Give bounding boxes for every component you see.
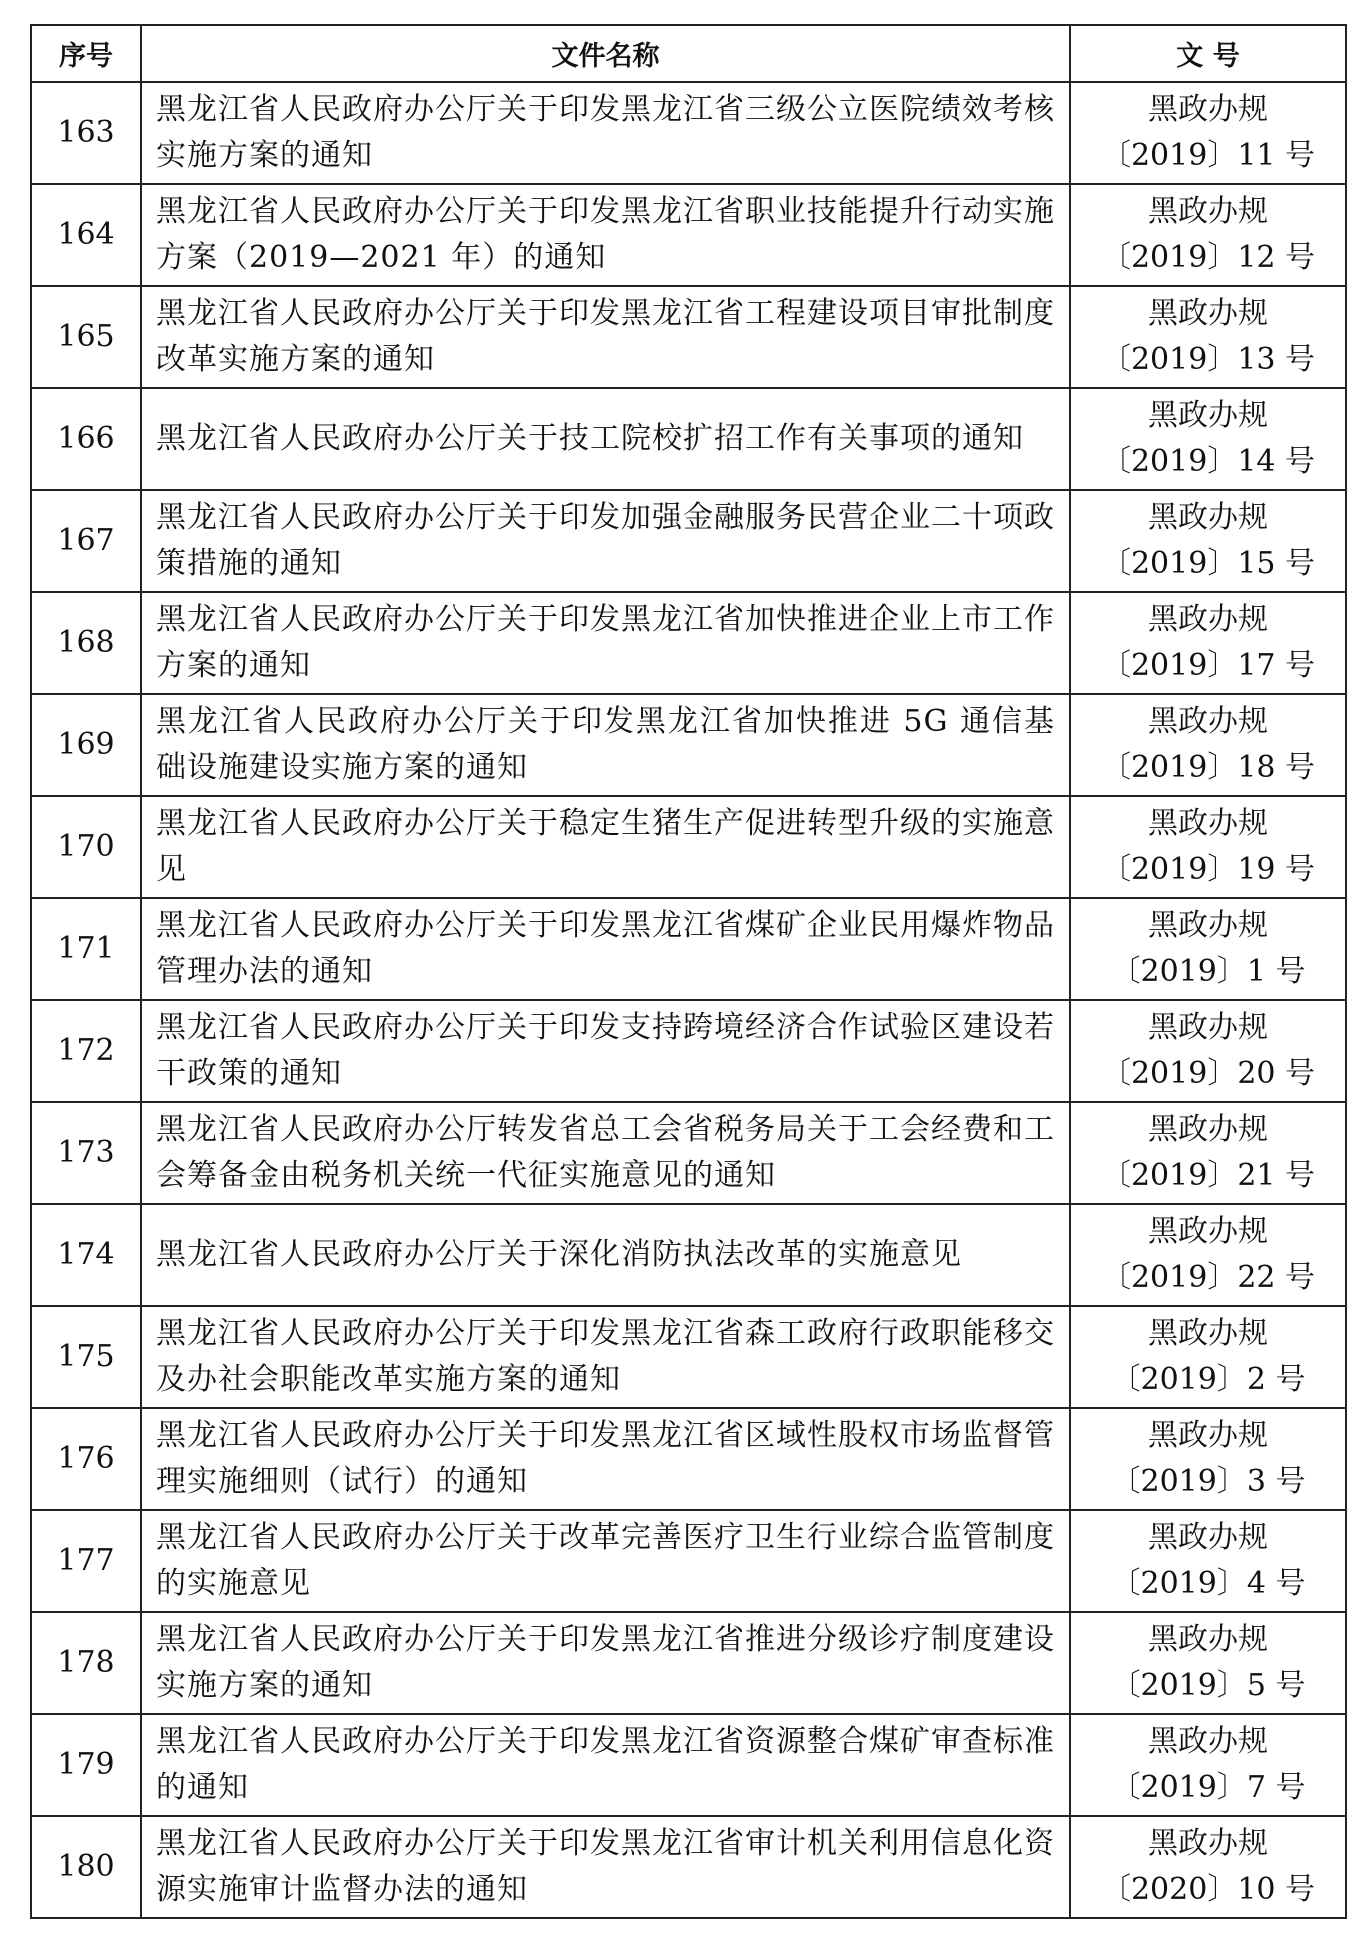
document-number-cell: [1070, 1000, 1346, 1102]
document-number-cell: [1070, 694, 1346, 796]
document-name-cell: 黑龙江省人民政府办公厅关于印发黑龙江省加快推进企业上市工作方案的通知: [141, 592, 1070, 694]
document-year-number: 〔2019〕22 号: [1100, 1260, 1316, 1295]
serial-number-cell: 164: [31, 184, 141, 286]
table-row: [31, 898, 1346, 1000]
document-name-cell: 黑龙江省人民政府办公厅关于印发黑龙江省三级公立医院绩效考核实施方案的通知: [141, 82, 1070, 184]
document-name-cell: 黑龙江省人民政府办公厅关于印发黑龙江省区域性股权市场监督管理实施细则（试行）的通知: [141, 1408, 1070, 1510]
document-number-cell: [1070, 898, 1346, 1000]
serial-number-cell: 175: [31, 1306, 141, 1408]
document-issuer-code: 黑政办规: [1148, 602, 1268, 637]
serial-number-cell: 169: [31, 694, 141, 796]
serial-number-cell: 163: [31, 82, 141, 184]
table-header-row: [31, 25, 1346, 82]
table-row: [31, 1204, 1346, 1306]
document-name-cell: 黑龙江省人民政府办公厅关于印发黑龙江省职业技能提升行动实施方案（2019—2021 年）的通知: [141, 184, 1070, 286]
document-name-cell: 黑龙江省人民政府办公厅关于印发黑龙江省加快推进 5G 通信基础设施建设实施方案的通知: [141, 694, 1070, 796]
document-year-number: 〔2019〕1 号: [1110, 954, 1306, 989]
table-row: [31, 1408, 1346, 1510]
document-number-cell: [1070, 1306, 1346, 1408]
serial-number-cell: 173: [31, 1102, 141, 1204]
document-issuer-code: 黑政办规: [1148, 92, 1268, 127]
document-name-cell: 黑龙江省人民政府办公厅关于印发黑龙江省工程建设项目审批制度改革实施方案的通知: [141, 286, 1070, 388]
document-year-number: 〔2019〕19 号: [1100, 852, 1316, 887]
document-number-cell: [1070, 1510, 1346, 1612]
document-name-cell: 黑龙江省人民政府办公厅关于技工院校扩招工作有关事项的通知: [141, 388, 1070, 490]
document-year-number: 〔2019〕17 号: [1100, 648, 1316, 683]
document-number-cell: [1070, 490, 1346, 592]
document-number-cell: [1070, 1612, 1346, 1714]
document-number-cell: [1070, 388, 1346, 490]
serial-number-cell: 174: [31, 1204, 141, 1306]
document-issuer-code: 黑政办规: [1148, 1520, 1268, 1555]
table-row: [31, 82, 1346, 184]
table-row: [31, 694, 1346, 796]
document-year-number: 〔2019〕3 号: [1110, 1464, 1306, 1499]
serial-number-cell: 166: [31, 388, 141, 490]
document-number-cell: [1070, 1102, 1346, 1204]
document-number-cell: [1070, 1204, 1346, 1306]
document-year-number: 〔2019〕20 号: [1100, 1056, 1316, 1091]
document-name-cell: 黑龙江省人民政府办公厅关于稳定生猪生产促进转型升级的实施意见: [141, 796, 1070, 898]
document-year-number: 〔2019〕21 号: [1100, 1158, 1316, 1193]
serial-number-cell: 176: [31, 1408, 141, 1510]
document-issuer-code: 黑政办规: [1148, 1826, 1268, 1861]
document-number-cell: [1070, 184, 1346, 286]
header-document-name: 文件名称: [141, 25, 1070, 82]
document-number-cell: [1070, 1408, 1346, 1510]
document-name-cell: 黑龙江省人民政府办公厅关于印发黑龙江省森工政府行政职能移交及办社会职能改革实施方案的通知: [141, 1306, 1070, 1408]
serial-number-cell: 167: [31, 490, 141, 592]
table-row: [31, 592, 1346, 694]
header-document-number: 文 号: [1070, 25, 1346, 82]
serial-number-cell: 180: [31, 1816, 141, 1918]
serial-number-cell: 168: [31, 592, 141, 694]
document-year-number: 〔2019〕18 号: [1100, 750, 1316, 785]
header-serial-number: 序号: [31, 25, 141, 82]
document-year-number: 〔2019〕2 号: [1110, 1362, 1306, 1397]
document-name-cell: 黑龙江省人民政府办公厅关于印发支持跨境经济合作试验区建设若干政策的通知: [141, 1000, 1070, 1102]
serial-number-cell: 165: [31, 286, 141, 388]
table-row: [31, 1510, 1346, 1612]
document-year-number: 〔2019〕4 号: [1110, 1566, 1306, 1601]
document-name-cell: 黑龙江省人民政府办公厅关于印发黑龙江省审计机关利用信息化资源实施审计监督办法的通知: [141, 1816, 1070, 1918]
document-year-number: 〔2019〕7 号: [1110, 1770, 1306, 1805]
document-name-cell: 黑龙江省人民政府办公厅转发省总工会省税务局关于工会经费和工会筹备金由税务机关统一代征实施意见的通知: [141, 1102, 1070, 1204]
document-issuer-code: 黑政办规: [1148, 1316, 1268, 1351]
table-row: [31, 1612, 1346, 1714]
table-row: [31, 1714, 1346, 1816]
document-issuer-code: 黑政办规: [1148, 1622, 1268, 1657]
document-year-number: 〔2020〕10 号: [1100, 1872, 1316, 1907]
document-year-number: 〔2019〕12 号: [1100, 240, 1316, 275]
table-row: [31, 490, 1346, 592]
document-issuer-code: 黑政办规: [1148, 1724, 1268, 1759]
table-body: [31, 82, 1346, 1918]
document-issuer-code: 黑政办规: [1148, 194, 1268, 229]
document-issuer-code: 黑政办规: [1148, 500, 1268, 535]
document-number-cell: [1070, 796, 1346, 898]
serial-number-cell: 170: [31, 796, 141, 898]
serial-number-cell: 177: [31, 1510, 141, 1612]
document-name-cell: 黑龙江省人民政府办公厅关于印发黑龙江省推进分级诊疗制度建设实施方案的通知: [141, 1612, 1070, 1714]
document-name-cell: 黑龙江省人民政府办公厅关于改革完善医疗卫生行业综合监管制度的实施意见: [141, 1510, 1070, 1612]
serial-number-cell: 179: [31, 1714, 141, 1816]
document-number-cell: [1070, 286, 1346, 388]
table-row: [31, 1816, 1346, 1918]
serial-number-cell: 171: [31, 898, 141, 1000]
document-table: [30, 24, 1347, 1919]
serial-number-cell: 178: [31, 1612, 141, 1714]
document-number-cell: [1070, 1714, 1346, 1816]
table-row: [31, 388, 1346, 490]
table-row: [31, 286, 1346, 388]
table-row: [31, 796, 1346, 898]
document-number-cell: [1070, 82, 1346, 184]
table-row: [31, 1000, 1346, 1102]
table-row: [31, 184, 1346, 286]
document-issuer-code: 黑政办规: [1148, 398, 1268, 433]
document-issuer-code: 黑政办规: [1148, 1214, 1268, 1249]
document-issuer-code: 黑政办规: [1148, 1418, 1268, 1453]
table-row: [31, 1102, 1346, 1204]
document-issuer-code: 黑政办规: [1148, 1112, 1268, 1147]
document-issuer-code: 黑政办规: [1148, 704, 1268, 739]
document-issuer-code: 黑政办规: [1148, 1010, 1268, 1045]
document-name-cell: 黑龙江省人民政府办公厅关于印发黑龙江省煤矿企业民用爆炸物品管理办法的通知: [141, 898, 1070, 1000]
document-year-number: 〔2019〕14 号: [1100, 444, 1316, 479]
document-number-cell: [1070, 592, 1346, 694]
document-name-cell: 黑龙江省人民政府办公厅关于印发黑龙江省资源整合煤矿审查标准的通知: [141, 1714, 1070, 1816]
document-year-number: 〔2019〕5 号: [1110, 1668, 1306, 1703]
document-issuer-code: 黑政办规: [1148, 296, 1268, 331]
serial-number-cell: 172: [31, 1000, 141, 1102]
document-issuer-code: 黑政办规: [1148, 806, 1268, 841]
document-year-number: 〔2019〕11 号: [1100, 138, 1316, 173]
document-issuer-code: 黑政办规: [1148, 908, 1268, 943]
document-year-number: 〔2019〕15 号: [1100, 546, 1316, 581]
document-name-cell: 黑龙江省人民政府办公厅关于印发加强金融服务民营企业二十项政策措施的通知: [141, 490, 1070, 592]
document-year-number: 〔2019〕13 号: [1100, 342, 1316, 377]
table-row: [31, 1306, 1346, 1408]
document-name-cell: 黑龙江省人民政府办公厅关于深化消防执法改革的实施意见: [141, 1204, 1070, 1306]
document-number-cell: [1070, 1816, 1346, 1918]
